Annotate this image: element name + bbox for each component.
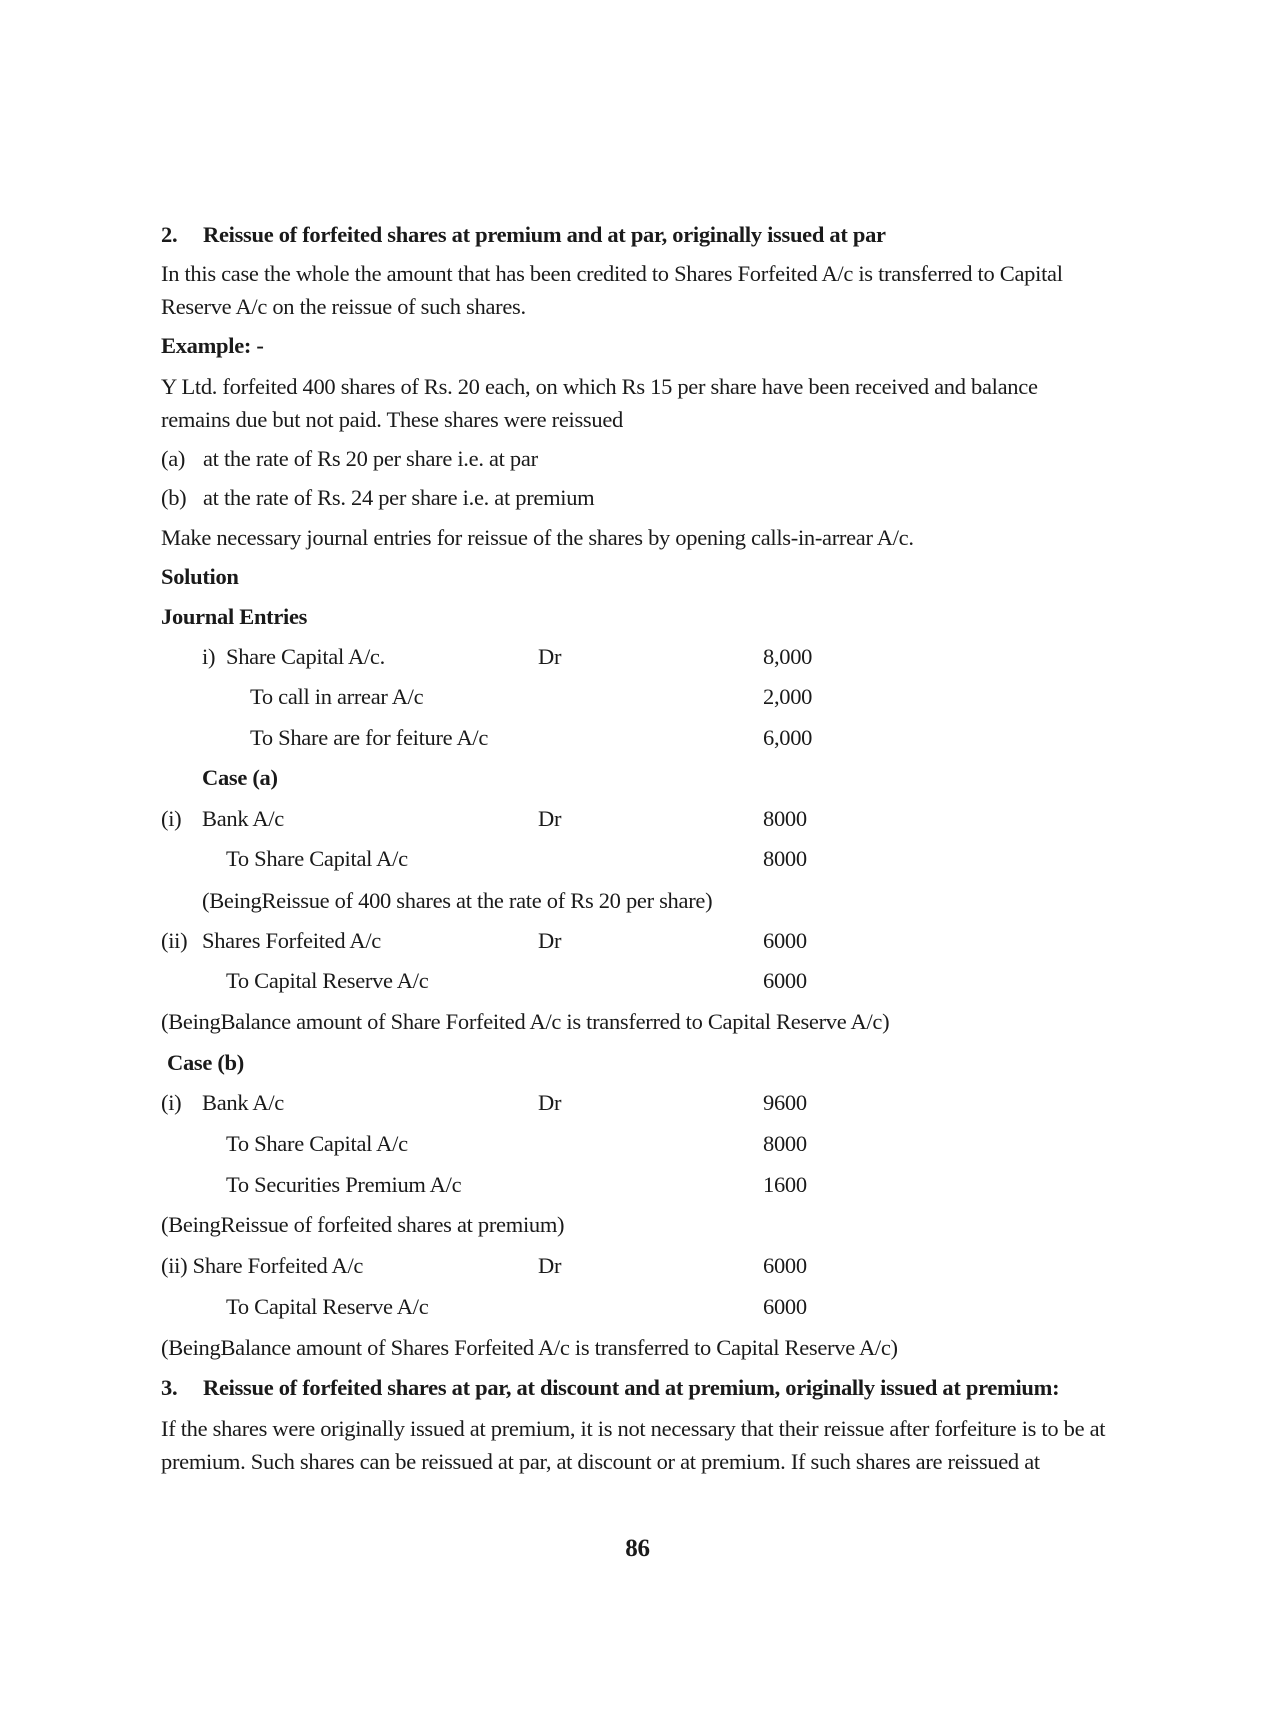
entry-0-amount: 8,000 [763,644,813,669]
example-instruction: Make necessary journal entries for reissue of the shares by opening calls-in-arrear A/c. [161,525,914,550]
case-a-entry-1-narration: (BeingReissue of 400 shares at the rate of Rs 20 per share) [202,888,713,913]
entry-0-credit-2-amount: 6,000 [763,725,813,750]
entry-0-credit-2: To Share are for feiture A/c [250,725,489,750]
case-a-label: Case (a) [202,765,278,790]
section-2-number: 2. [161,222,178,247]
case-b-entry-1-amount: 9600 [763,1090,807,1115]
section-3-number: 3. [161,1375,178,1400]
case-a-entry-1-amount: 8000 [763,806,807,831]
solution-label: Solution [161,564,239,589]
entry-0-dr: Dr [538,644,562,669]
case-b-entry-2-dr: Dr [538,1253,562,1278]
case-b-entry-2-amount: 6000 [763,1253,807,1278]
section-2-paragraph-line-1: In this case the whole the amount that has been credited to Shares Forfeited A/c is transferred to Capital [161,261,1063,286]
example-label: Example: - [161,333,264,358]
case-b-entry-2-credit-amount: 6000 [763,1294,807,1319]
case-b-entry-1-credit-2: To Securities Premium A/c [226,1172,462,1197]
option-a-text: at the rate of Rs 20 per share i.e. at par [203,446,538,471]
entry-0-credit-1-amount: 2,000 [763,684,813,709]
case-a-entry-2-account: Shares Forfeited A/c [202,928,381,953]
case-a-entry-2-dr: Dr [538,928,562,953]
entry-0-credit-1: To call in arrear A/c [250,684,424,709]
section-2-paragraph-line-2: Reserve A/c on the reissue of such shares. [161,294,526,319]
section-3-heading: Reissue of forfeited shares at par, at discount and at premium, originally issued at premium: [203,1375,1060,1400]
entry-0-label: i) [202,644,216,669]
case-b-entry-2-narration: (BeingBalance amount of Shares Forfeited A/c is transferred to Capital Reserve A/c) [161,1335,898,1360]
example-line-2: remains due but not paid. These shares were reissued [161,407,623,432]
case-b-entry-1-account: Bank A/c [202,1090,284,1115]
case-a-entry-1-label: (i) [161,806,182,831]
case-a-entry-2-narration: (BeingBalance amount of Share Forfeited A/c is transferred to Capital Reserve A/c) [161,1009,890,1034]
example-line-1: Y Ltd. forfeited 400 shares of Rs. 20 each, on which Rs 15 per share have been received and balance [161,374,1038,399]
section-2-heading: Reissue of forfeited shares at premium and at par, originally issued at par [203,222,886,247]
section-3-paragraph-line-2: premium. Such shares can be reissued at par, at discount or at premium. If such shares are reissued at [161,1449,1040,1474]
case-b-entry-2-account: (ii) Share Forfeited A/c [161,1253,364,1278]
section-3-paragraph-line-1: If the shares were originally issued at premium, it is not necessary that their reissue after forfeiture is to be at [161,1416,1106,1441]
case-b-entry-1-credit-1: To Share Capital A/c [226,1131,408,1156]
case-a-entry-2-credit: To Capital Reserve A/c [226,968,429,993]
case-b-label: Case (b) [167,1050,244,1075]
case-a-entry-1-account: Bank A/c [202,806,284,831]
case-a-entry-1-credit: To Share Capital A/c [226,846,408,871]
case-b-entry-1-narration: (BeingReissue of forfeited shares at premium) [161,1212,565,1237]
case-a-entry-1-dr: Dr [538,806,562,831]
case-a-entry-1-credit-amount: 8000 [763,846,807,871]
case-a-entry-2-amount: 6000 [763,928,807,953]
option-a-label: (a) [161,446,186,471]
journal-entries-label: Journal Entries [161,604,308,629]
case-b-entry-1-credit-2-amount: 1600 [763,1172,807,1197]
case-b-entry-2-credit: To Capital Reserve A/c [226,1294,429,1319]
case-b-entry-1-credit-1-amount: 8000 [763,1131,807,1156]
option-b-text: at the rate of Rs. 24 per share i.e. at premium [203,485,595,510]
case-b-entry-1-dr: Dr [538,1090,562,1115]
option-b-label: (b) [161,485,187,510]
entry-0-account: Share Capital A/c. [226,644,385,669]
case-b-entry-1-label: (i) [161,1090,182,1115]
page-number: 86 [625,1535,650,1562]
case-a-entry-2-credit-amount: 6000 [763,968,807,993]
case-a-entry-2-label: (ii) [161,928,188,953]
